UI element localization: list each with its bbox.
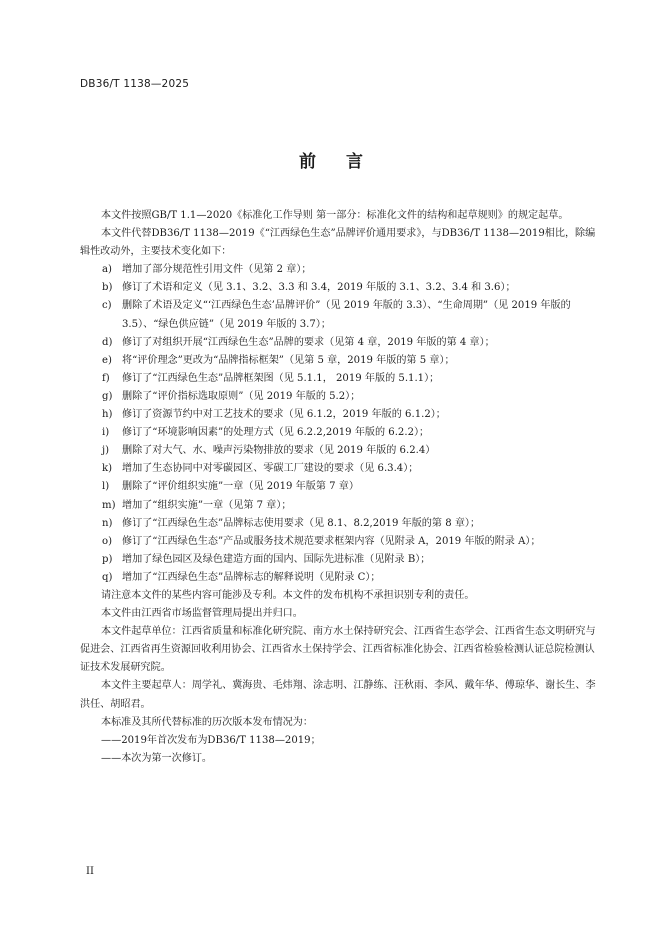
list-item-label: f) [102, 372, 110, 384]
list-item-label: e) [102, 354, 112, 366]
list-item [80, 297, 602, 333]
list-item [80, 460, 602, 478]
list-item [80, 370, 602, 388]
list-item-label: h) [102, 409, 113, 421]
intro-paragraph: 本文件按照GB/T 1.1—2020《标准化工作导则 第一部分：标准化文件的结构和起草规则》的规定起草。 [101, 210, 569, 221]
list-item [80, 442, 602, 460]
list-item-text: 修订了“江西绿色生态”产品或服务技术规范要求框架内容（见附录 A，2019 年版的附录 A）； [122, 535, 541, 547]
list-item-label: a) [102, 264, 112, 276]
drafting-organizations: 本文件起草单位：江西省质量和标准化研究院、南方水土保持研究会、江西省生态学会、江西省生态文明研究与促进会、江西省再生资源回收利用协会、江西省水土保持学会、江西省标准化协会、江西省检验检测认证总院检测认证技术发展研究院。 [80, 626, 596, 674]
list-item-text: 修订了对组织开展“江西绿色生态”品牌的要求（见第 4 章，2019 年版的第 4 章）； [122, 336, 495, 348]
list-item-text: 删除了“评价指标选取原则”（见 2019 年版的 5.2）； [122, 390, 361, 402]
list-item-label: m) [102, 499, 116, 511]
document-code: DB36/T 1138—2025 [80, 78, 190, 90]
list-item-label: i) [102, 427, 110, 439]
list-item [80, 533, 602, 551]
intro-paragraph: 本文件代替DB36/T 1138—2019《“江西绿色生态”品牌评价通用要求》，与DB36/T 1138—2019相比，除编辑性改动外，主要技术变化如下： [80, 228, 596, 258]
list-item [80, 551, 602, 569]
list-item-label: j) [102, 445, 110, 457]
list-item-label: l) [102, 481, 110, 493]
history-heading: 本标准及其所代替标准的历次版本发布情况为： [101, 716, 313, 728]
document-body [80, 207, 602, 768]
list-item-text: 修订了资源节约中对工艺技术的要求（见 6.1.2，2019 年版的 6.1.2）； [122, 409, 446, 421]
list-item [80, 388, 602, 406]
history-item: ——2019年首次发布为DB36/T 1138—2019； [101, 734, 321, 746]
list-item [80, 569, 602, 587]
list-item-text: 增加了“江西绿色生态”品牌标志的解释说明（见附录 C）； [122, 571, 381, 583]
list-item-label: n) [102, 517, 113, 529]
list-item-text: 修订了术语和定义（见 3.1、3.2、3.3 和 3.4，2019 年版的 3.1、3.2、3.4 和 3.6）； [122, 282, 516, 294]
list-item [80, 406, 602, 424]
list-item-label: q) [102, 571, 113, 583]
list-item-label: c) [102, 300, 112, 312]
list-item-text: 增加了绿色园区及绿色建造方面的国内、国际先进标准（见附录 B）； [122, 553, 431, 565]
list-item-text: 增加了生态协同中对零碳园区、零碳工厂建设的要求（见 6.3.4）； [122, 463, 419, 475]
list-item-label: p) [102, 553, 113, 565]
list-item-label: o) [102, 535, 113, 547]
list-item-text: 删除了对大气、水、噪声污染物排放的要求（见 2019 年版的 6.2.4） [122, 445, 436, 457]
list-item [80, 478, 602, 496]
drafters: 本文件主要起草人：周学礼、冀海贵、毛炜翔、涂志明、江静练、汪秋雨、李风、戴年华、傅琼华、谢长生、李洪任、胡昭君。 [80, 680, 596, 710]
changes-list [80, 261, 602, 587]
list-item-text: 修订了“环境影响因素”的处理方式（见 6.2.2,2019 年版的 6.2.2）； [122, 427, 430, 439]
list-item-text: 修订了“江西绿色生态”品牌标志使用要求（见 8.1、8.2,2019 年版的第 8 章）； [122, 517, 481, 529]
list-item [80, 424, 602, 442]
list-item [80, 497, 602, 515]
list-item [80, 352, 602, 370]
list-item-text: 增加了“组织实施”一章（见第 7 章）； [122, 499, 292, 511]
list-item [80, 334, 602, 352]
list-item [80, 279, 602, 297]
list-item-label: k) [102, 463, 113, 475]
list-item-text: 将“评价理念”更改为“品牌指标框架”（见第 5 章，2019 年版的第 5 章）； [122, 354, 455, 366]
list-item-label: b) [102, 282, 113, 294]
history-item: ——本次为第一次修订。 [101, 752, 213, 764]
patent-notice: 请注意本文件的某些内容可能涉及专利。本文件的发布机构不承担识别专利的责任。 [101, 589, 475, 601]
list-item [80, 515, 602, 533]
page-number: II [86, 866, 94, 877]
list-item-text: 增加了部分规范性引用文件（见第 2 章）； [122, 264, 312, 276]
list-item-text: 修订了“江西绿色生态”品牌框架图（见 5.1.1， 2019 年版的 5.1.1）； [122, 372, 440, 384]
list-item-text: 删除了术语及定义“‘江西绿色生态’品牌评价”（见 2019 年版的 3.3）、“生命周期”（见 2019 年版的 3.5）、“绿色供应链”（见 2019 年版的 3.7）； [122, 300, 571, 330]
list-item [80, 261, 602, 279]
list-item-label: g) [102, 390, 113, 402]
proposer-statement: 本文件由江西省市场监督管理局提出并归口。 [101, 608, 303, 620]
list-item-text: 删除了“评价组织实施”一章（见 2019 年版第 7 章） [122, 481, 359, 493]
page-title: 前 言 [299, 152, 375, 172]
list-item-label: d) [102, 336, 113, 348]
